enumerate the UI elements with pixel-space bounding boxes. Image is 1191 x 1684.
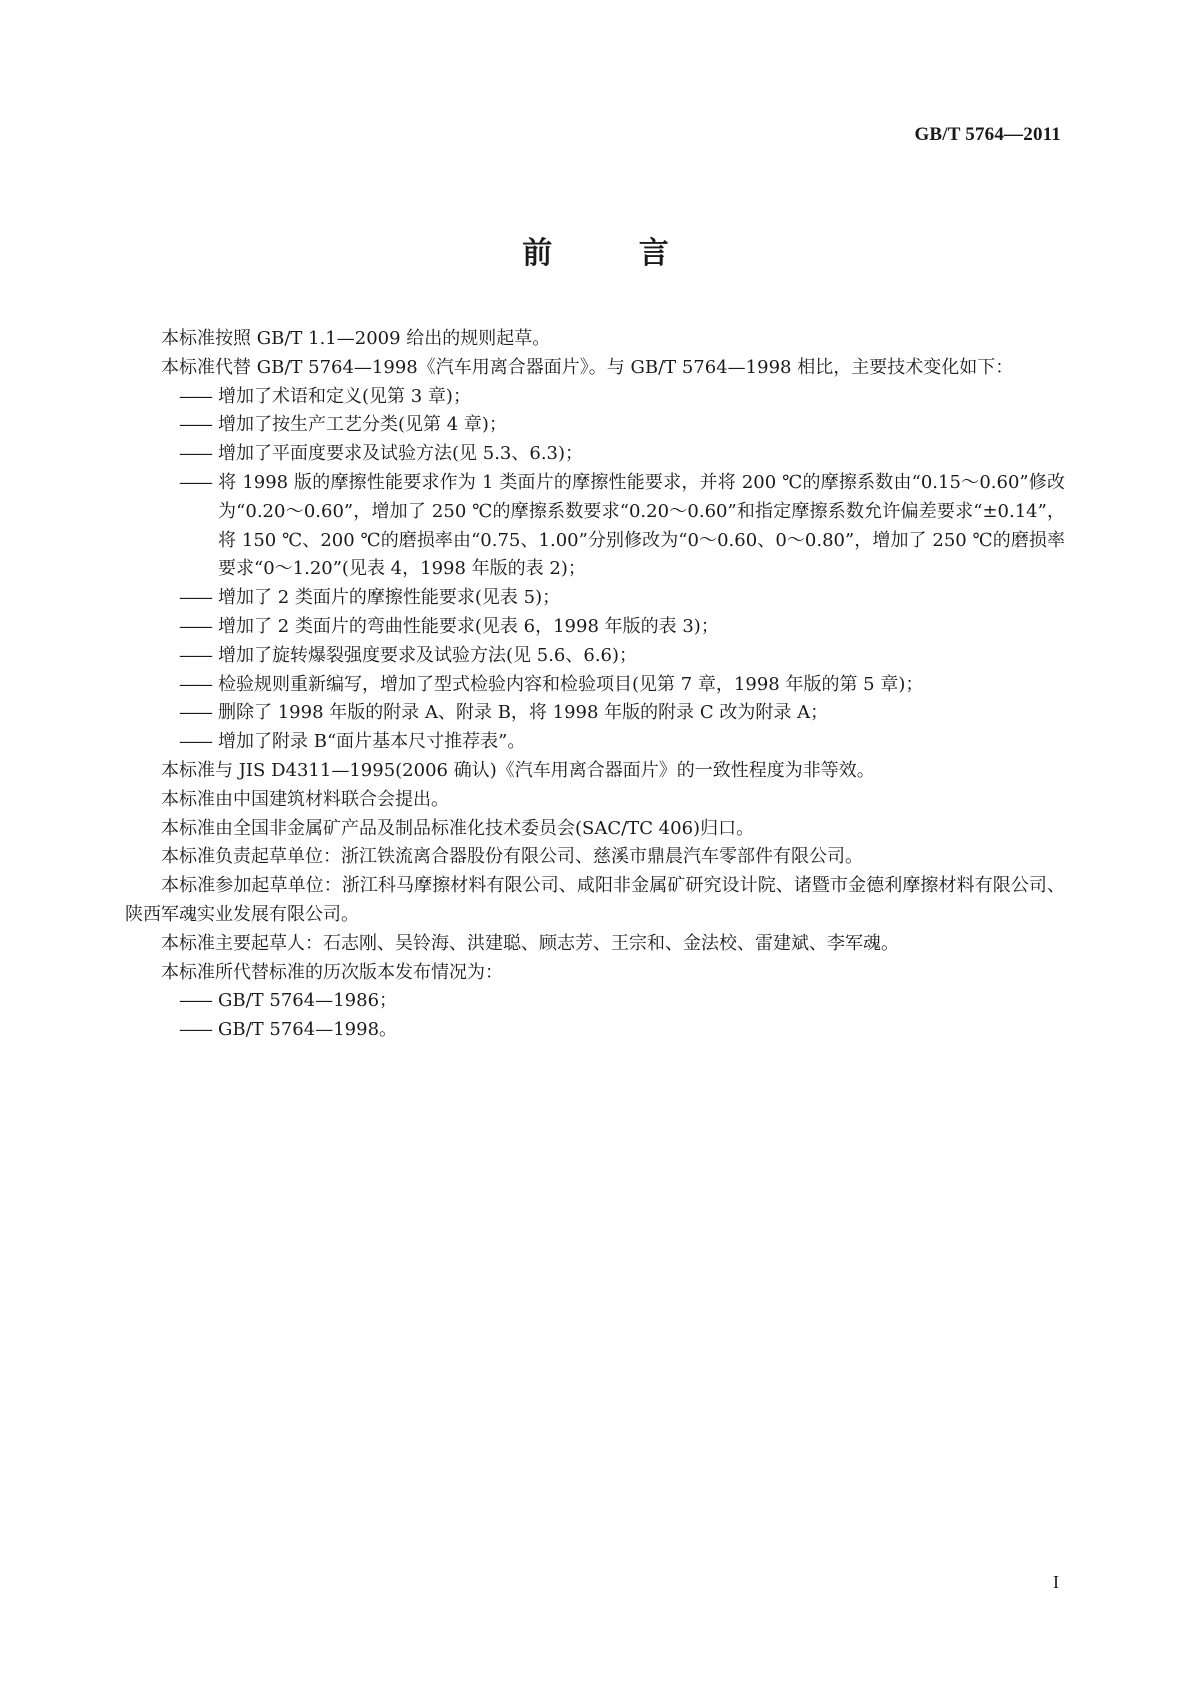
dash-mark: —— [179,731,211,753]
list-item: —— GB/T 5764—1998。 [125,1016,1065,1045]
list-item: —— GB/T 5764—1986； [125,987,1065,1016]
list-item: —— 增加了 2 类面片的弯曲性能要求(见表 6，1998 年版的表 3)； [125,613,1065,642]
paragraph-drafting-rules: 本标准按照 GB/T 1.1—2009 给出的规则起草。 [161,328,551,349]
paragraph-history-intro: 本标准所代替标准的历次版本发布情况为： [161,961,503,983]
list-item: —— 检验规则重新编写，增加了型式检验内容和检验项目(见第 7 章，1998 年版的第 5 章)； [125,671,1065,700]
page-title: 前 言 [522,236,707,271]
paragraph-committee: 本标准由全国非金属矿产品及制品标准化技术委员会(SAC/TC 406)归口。 [161,817,755,839]
paragraph-lead-drafters: 本标准负责起草单位：浙江铁流离合器股份有限公司、慈溪市鼎晨汽车零部件有限公司。 [161,846,863,868]
foreword-body [125,325,1065,1045]
list-item: —— 增加了按生产工艺分类(见第 4 章)； [125,411,1065,440]
page-number: I [1053,1572,1059,1592]
dash-mark: —— [179,471,211,493]
standard-number: GB/T 5764—2011 [914,124,1061,145]
list-item: —— 将 1998 版的摩擦性能要求作为 1 类面片的摩擦性能要求，并将 200 ℃的摩擦系数由“0.15～0.60”修改为“0.20～0.60”，增加了 250 ℃的摩擦系数要求“0.20～0.60”和指定摩擦系数允许偏差要求“±0.14”，将 150 ℃、200 ℃的磨损率由“0.75、1.00”分别修改为“0～0.60、0～0.80”，增加了 250 ℃的磨损率要求“0～1.20”(见表 4，1998 年版的表 2)； [125,469,1065,584]
dash-mark: —— [179,385,211,407]
paragraph-replaces: 本标准代替 GB/T 5764—1998《汽车用离合器面片》。与 GB/T 5764—1998 相比，主要技术变化如下： [161,356,1014,378]
dash-mark: —— [179,673,211,695]
dash-mark: —— [179,1019,211,1041]
dash-mark: —— [179,443,211,465]
list-item: —— 增加了术语和定义(见第 3 章)； [125,383,1065,412]
dash-mark: —— [179,990,211,1012]
list-item: —— 增加了旋转爆裂强度要求及试验方法(见 5.6、6.6)； [125,642,1065,671]
list-item: —— 增加了附录 B“面片基本尺寸推荐表”。 [125,728,1065,757]
paragraph-main-drafters: 本标准主要起草人：石志刚、吴铃海、洪建聪、顾志芳、王宗和、金法校、雷建斌、李军魂。 [161,932,899,954]
dash-mark: —— [179,587,211,609]
paragraph-equivalence: 本标准与 JIS D4311—1995(2006 确认)《汽车用离合器面片》的一致性程度为非等效。 [161,759,875,781]
paragraph-proposer: 本标准由中国建筑材料联合会提出。 [161,788,449,810]
list-item: —— 增加了平面度要求及试验方法(见 5.3、6.3)； [125,440,1065,469]
dash-mark: —— [179,644,211,666]
list-item: —— 增加了 2 类面片的摩擦性能要求(见表 5)； [125,584,1065,613]
list-item: —— 删除了 1998 年版的附录 A、附录 B，将 1998 年版的附录 C 改为附录 A； [125,699,1065,728]
dash-mark: —— [179,702,211,724]
dash-mark: —— [179,615,211,637]
dash-mark: —— [179,414,211,436]
paragraph-participating-drafters: 本标准参加起草单位：浙江科马摩擦材料有限公司、咸阳非金属矿研究设计院、诸暨市金德利摩擦材料有限公司、陕西军魂实业发展有限公司。 [125,875,1065,925]
